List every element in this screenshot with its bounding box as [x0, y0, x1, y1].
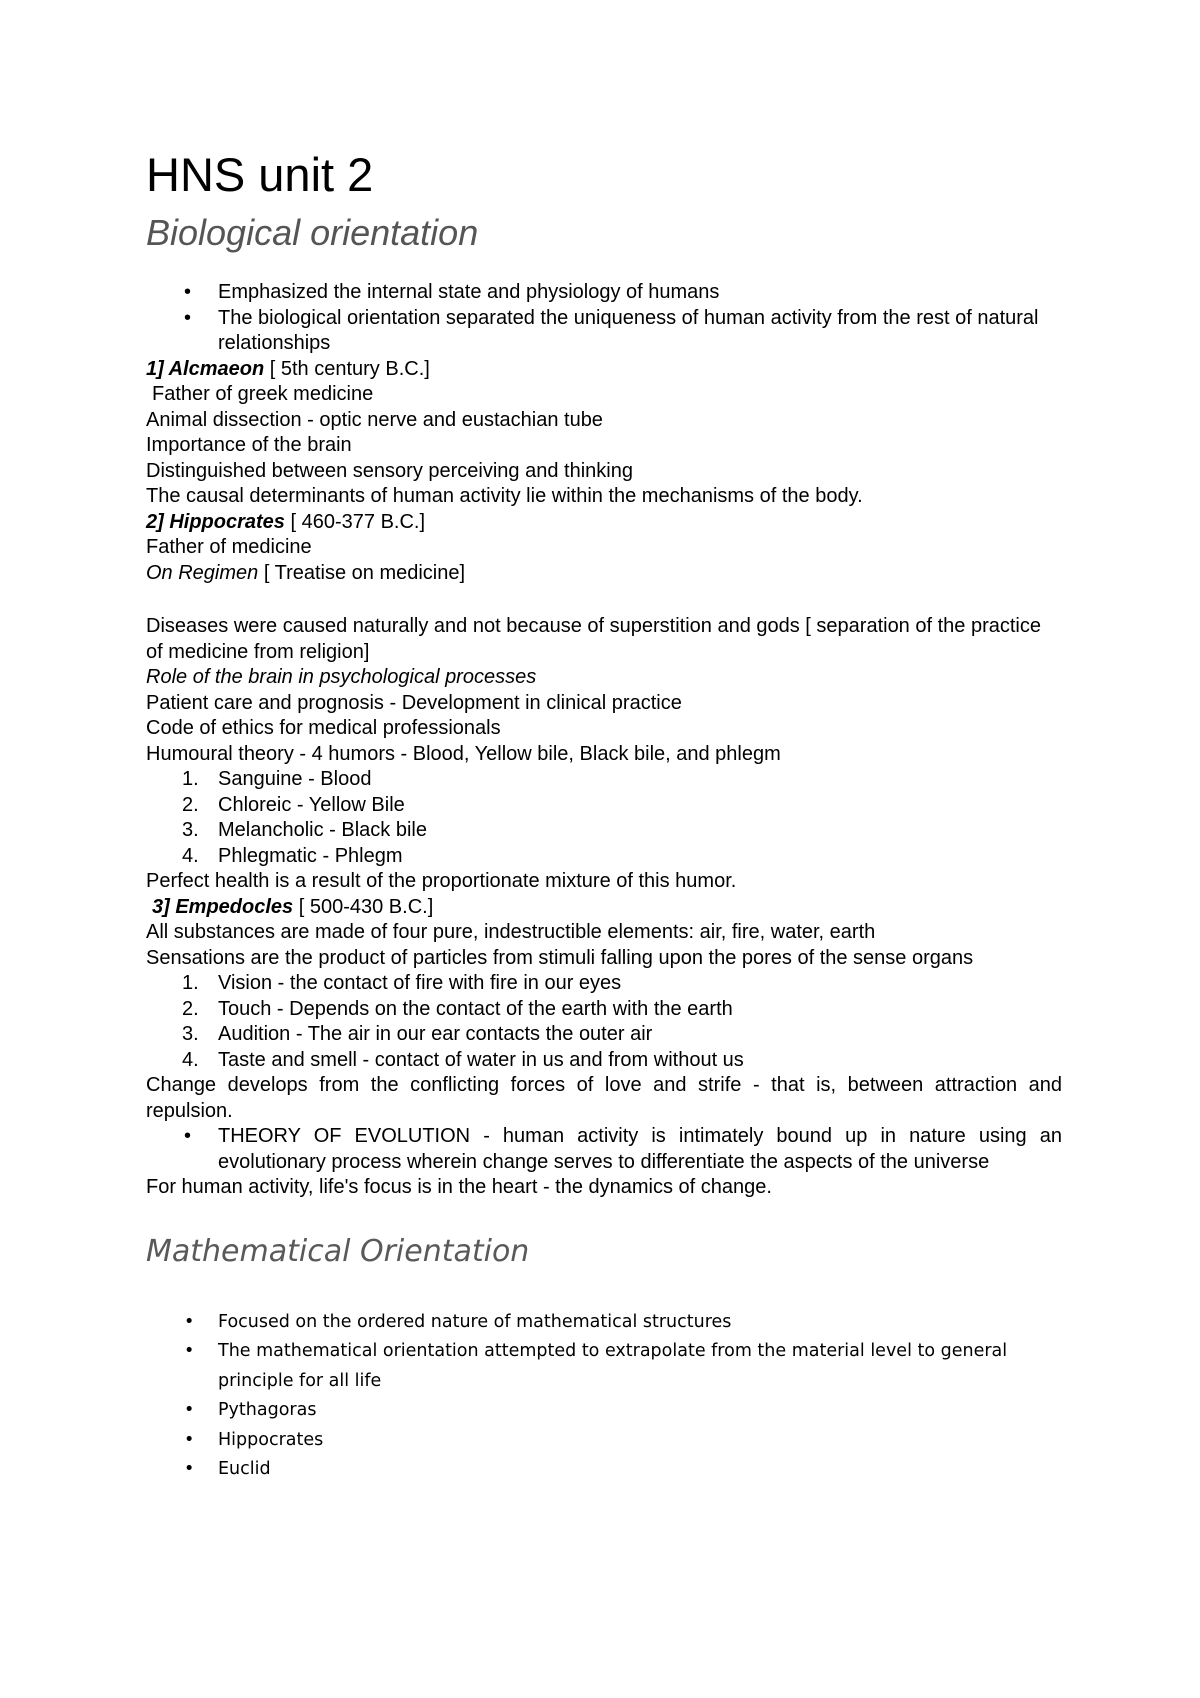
list-item: 4. Taste and smell - contact of water in us and from without us: [182, 1048, 744, 1071]
work-line: [146, 561, 1062, 587]
list-item: • THEORY OF EVOLUTION - human activity is intimately bound up in nature using an evolutionary process wherein change serves to differentiate the aspects of the universe: [146, 1124, 1062, 1175]
text-line: For human activity, life's focus is in the heart - the dynamics of change.: [146, 1176, 772, 1198]
list-item: 1. Sanguine - Blood: [182, 768, 372, 790]
text-line-italic: Role of the brain in psychological processes: [146, 666, 537, 688]
hippocrates-heading: [146, 510, 1062, 536]
evolution-bullet-list: [146, 1124, 1062, 1175]
math-bullet-list: [146, 1308, 1062, 1485]
list-item: 2. Chloreic - Yellow Bile: [182, 793, 405, 816]
document-content: [146, 146, 1062, 1485]
work-title: On Regimen: [146, 561, 259, 584]
text-line: Code of ethics for medical professionals: [146, 717, 501, 739]
work-note: [ Treatise on medicine]: [258, 561, 466, 584]
text-line: Distinguished between sensory perceiving and thinking: [146, 459, 633, 482]
section-heading-biological: Biological orientation: [146, 212, 479, 253]
text-line: Diseases were caused naturally and not because of superstition and gods [ separation of the practice of medicine from religion]: [146, 615, 1041, 663]
list-item: • Focused on the ordered nature of mathematical structures: [146, 1308, 1062, 1338]
text-line: Patient care and prognosis - Development in clinical practice: [146, 691, 682, 714]
empedocles-heading: [146, 895, 1062, 921]
alcmaeon-name: 1] Alcmaeon: [146, 357, 265, 380]
list-item: 2. Touch - Depends on the contact of the earth with the earth: [182, 997, 733, 1020]
empedocles-name: 3] Empedocles: [152, 895, 294, 918]
text-line: Father of medicine: [146, 536, 312, 558]
list-item: • Emphasized the internal state and physiology of humans: [146, 280, 1062, 306]
text-line: The causal determinants of human activity lie within the mechanisms of the body.: [146, 485, 863, 507]
text-line: All substances are made of four pure, indestructible elements: air, fire, water, earth: [146, 921, 876, 943]
text-line: Change develops from the conflicting forces of love and strife - that is, between attraction and repulsion.: [146, 1074, 1062, 1122]
list-item: 3. Audition - The air in our ear contacts the outer air: [182, 1023, 653, 1045]
list-item: 1. Vision - the contact of fire with fire in our eyes: [182, 972, 622, 994]
list-item: • Pythagoras: [146, 1396, 1062, 1426]
hippocrates-name: 2] Hippocrates: [146, 510, 285, 533]
alcmaeon-date: [ 5th century B.C.]: [264, 357, 430, 380]
list-item: • Hippocrates: [146, 1426, 1062, 1456]
hippocrates-date: [ 460-377 B.C.]: [284, 510, 426, 533]
biological-section: [146, 280, 1062, 1201]
spacer: [146, 586, 1062, 614]
text-line: Animal dissection - optic nerve and eustachian tube: [146, 408, 603, 431]
text-line: Father of greek medicine: [152, 383, 374, 405]
list-item: 3. Melancholic - Black bile: [182, 819, 427, 841]
intro-bullet-list: [146, 280, 1062, 357]
text-line: Humoural theory - 4 humors - Blood, Yellow bile, Black bile, and phlegm: [146, 742, 781, 765]
text-line: Sensations are the product of particles from stimuli falling upon the pores of the sense organs: [146, 946, 974, 969]
text-line: Perfect health is a result of the proportionate mixture of this humor.: [146, 870, 737, 892]
list-item: • The biological orientation separated the uniqueness of human activity from the rest of natural relationships: [146, 306, 1062, 357]
humors-list: [146, 767, 1062, 869]
alcmaeon-heading: [146, 357, 1062, 383]
section-heading-mathematical: Mathematical Orientation: [146, 1233, 530, 1269]
text-line: Importance of the brain: [146, 434, 352, 456]
senses-list: [146, 971, 1062, 1073]
list-item: • Euclid: [146, 1455, 1062, 1485]
empedocles-date: [ 500-430 B.C.]: [293, 895, 434, 918]
list-item: 4. Phlegmatic - Phlegm: [182, 844, 403, 867]
list-item: • The mathematical orientation attempted to extrapolate from the material level to general principle for all life: [146, 1337, 1062, 1396]
page-title: HNS unit 2: [146, 148, 374, 201]
